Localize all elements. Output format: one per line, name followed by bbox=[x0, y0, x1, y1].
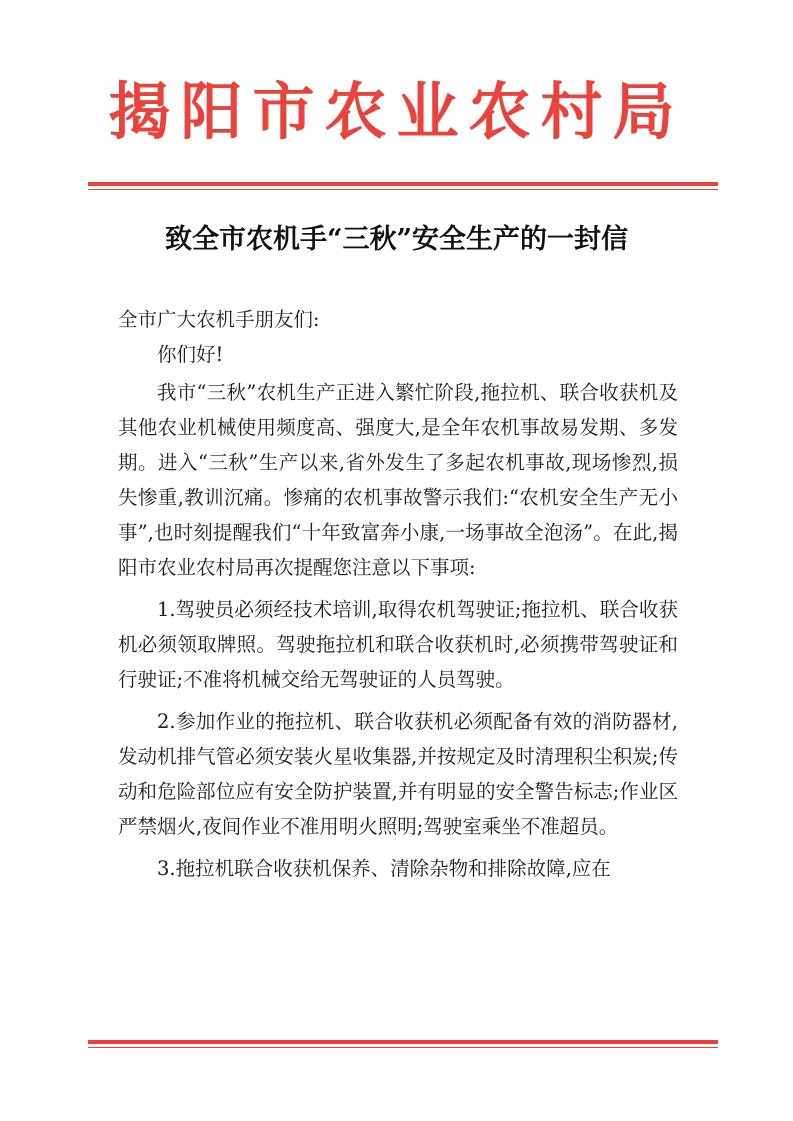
letterhead-org-name: 揭阳市农业农村局 bbox=[108, 75, 685, 148]
intro-paragraph: 我市“三秋”农机生产正进入繁忙阶段,拖拉机、联合收获机及其他农业机械使用频度高、强度大,是全年农机事故易发期、多发期。进入“三秋”生产以来,省外发生了多起农机事故,现场惨烈,损失惨重,教训沉痛。惨痛的农机事故警示我们:“农机安全生产无小事”,也时刻提醒我们“十年致富奔小康,一场事故全泡汤”。在此,揭阳市农业农村局再次提醒您注意以下事项: bbox=[118, 381, 678, 579]
letterhead-divider bbox=[88, 182, 718, 190]
letter-body bbox=[118, 302, 678, 886]
greeting: 你们好! bbox=[157, 343, 224, 366]
divider-thick-line bbox=[88, 1040, 718, 1044]
document-title: 致全市农机手“三秋”安全生产的一封信 bbox=[164, 224, 629, 255]
list-item: 2.参加作业的拖拉机、联合收获机必须配备有效的消防器材,发动机排气管必须安装火星收集器,并按规定及时清理积尘积炭;传动和危险部位应有安全防护装置,并有明显的安全警告标志;作业区严禁烟火,夜间作业不准用明火照明;驾驶室乘坐不准超员。 bbox=[118, 710, 678, 838]
divider-thin-line bbox=[88, 189, 718, 190]
list-item: 1.驾驶员必须经技术培训,取得农机驾驶证;拖拉机、联合收获机必须领取牌照。驾驶拖拉机和联合收获机时,必须携带驾驶证和行驶证;不准将机械交给无驾驶证的人员驾驶。 bbox=[118, 598, 678, 691]
salutation: 全市广大农机手朋友们: bbox=[118, 308, 320, 331]
footer-divider bbox=[88, 1040, 718, 1048]
divider-thick-line bbox=[88, 182, 718, 186]
divider-thin-line bbox=[88, 1047, 718, 1048]
list-item: 3.拖拉机联合收获机保养、清除杂物和排除故障,应在 bbox=[157, 857, 611, 880]
